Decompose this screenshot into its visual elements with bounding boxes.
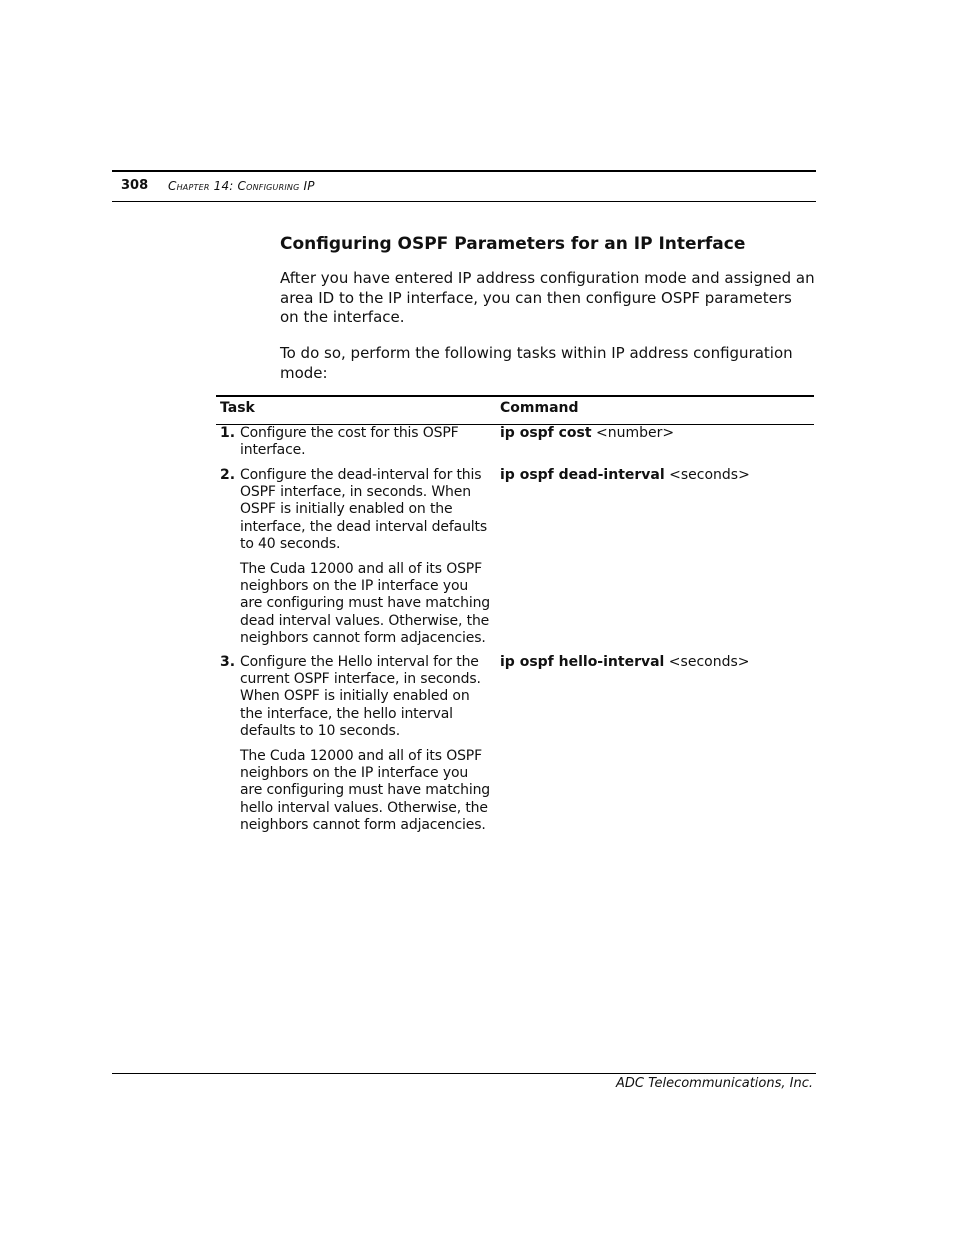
command-keyword: ip ospf dead-interval (500, 467, 665, 483)
command-cell (500, 467, 750, 484)
header-underline (112, 201, 816, 202)
command-cell (500, 654, 750, 671)
table-header-command: Command (500, 400, 579, 416)
command-argument: <seconds> (664, 654, 750, 670)
task-text: Configure the dead-interval for this OSPF interface, in seconds. When OSPF is initially enabled on the interface, the dead interval defaults to 40 seconds. (240, 467, 488, 552)
command-argument: <seconds> (664, 467, 750, 483)
step-number: 2. (220, 467, 236, 483)
task-text: Configure the Hello interval for the current OSPF interface, in seconds. When OSPF is initially enabled on the interface, the hello interval defaults to 10 seconds. (240, 654, 481, 739)
intro-paragraph: After you have entered IP address configuration mode and assigned an area ID to the IP interface, you can then configure OSPF parameters on the interface. (280, 269, 815, 326)
lead-in-paragraph: To do so, perform the following tasks within IP address configuration mode: (280, 344, 793, 382)
running-head: Chapter 14: Configuring IP (168, 179, 315, 193)
page-number: 308 (121, 178, 149, 193)
footer-company: ADC Telecommunications, Inc. (616, 1076, 813, 1091)
task-note: The Cuda 12000 and all of its OSPF neighbors on the IP interface you are configuring must have matching hello interval values. Otherwise, the neighbors cannot form adjacencies. (240, 748, 491, 833)
step-number: 3. (220, 654, 236, 670)
command-keyword: ip ospf hello-interval (500, 654, 665, 670)
task-note: The Cuda 12000 and all of its OSPF neighbors on the IP interface you are configuring must have matching dead interval values. Otherwise, the neighbors cannot form adjacencies. (240, 561, 491, 646)
task-cell (240, 425, 494, 467)
task-cell (240, 654, 494, 842)
command-cell (500, 425, 674, 442)
command-keyword: ip ospf cost (500, 425, 592, 441)
table-header-task: Task (220, 400, 255, 416)
table-top-rule (216, 395, 814, 397)
task-text: Configure the cost for this OSPF interface. (240, 425, 459, 459)
command-argument: <number> (591, 425, 675, 441)
header-rule (112, 170, 816, 172)
section-title: Configuring OSPF Parameters for an IP Interface (280, 234, 746, 254)
footer-rule (112, 1073, 816, 1074)
step-number: 1. (220, 425, 236, 441)
task-cell (240, 467, 494, 655)
